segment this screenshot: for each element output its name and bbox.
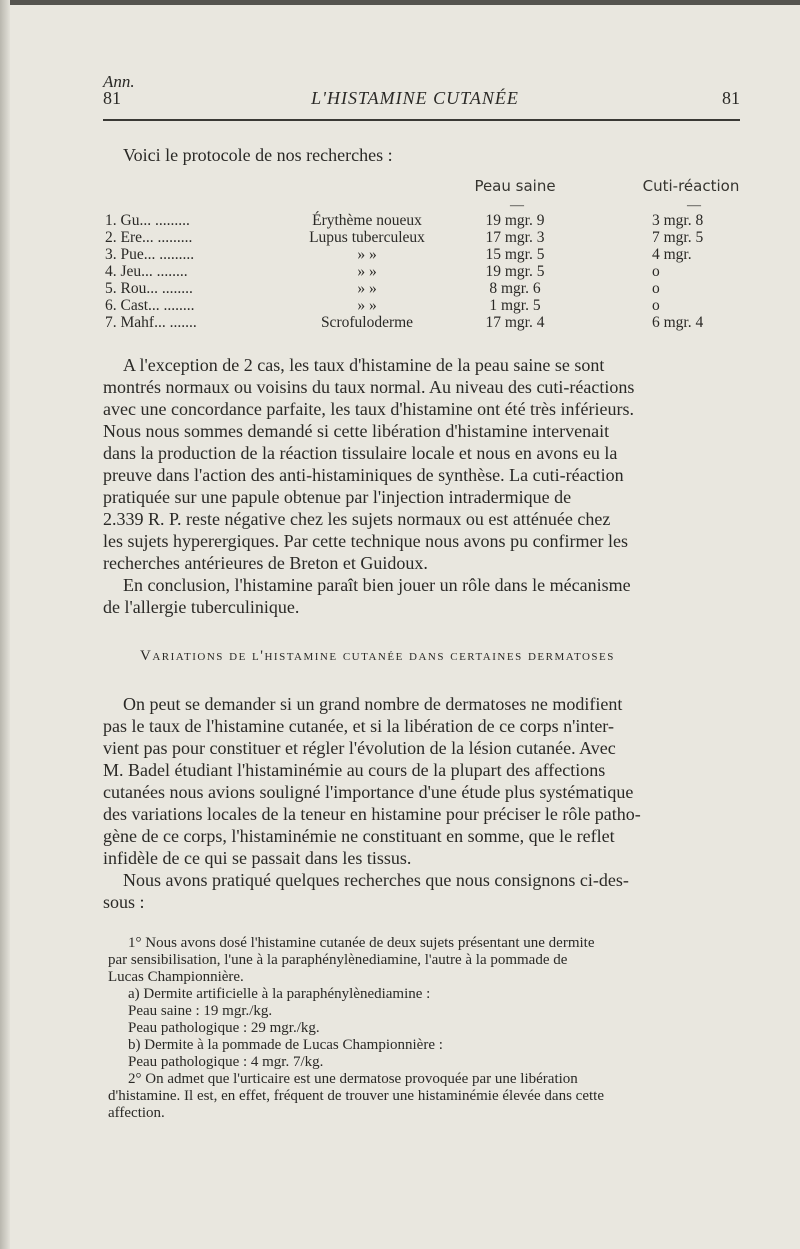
text-line: pas le taux de l'histamine cutanée, et si la libération de ce corps n'inter- bbox=[103, 716, 614, 736]
table-row bbox=[105, 246, 745, 263]
text-line: M. Badel étudiant l'histaminémie au cours de la plupart des affections bbox=[103, 760, 606, 780]
text-line: gène de ce corps, l'histaminémie ne constituant en somme, que le reflet bbox=[103, 826, 615, 846]
text-line: cutanées nous avions souligné l'importance d'une étude plus systématique bbox=[103, 782, 634, 802]
paragraph-dermatoses bbox=[103, 693, 741, 913]
note-line: b) Dermite à la pommade de Lucas Championnière : bbox=[128, 1037, 443, 1053]
patient-name: 5. Rou... ........ bbox=[105, 280, 193, 297]
patient-name: 3. Pue... ......... bbox=[105, 246, 195, 263]
peau-saine-value: 19 mgr. 9 bbox=[485, 212, 545, 229]
text-line: des variations locales de la teneur en histamine pour préciser le rôle patho- bbox=[103, 804, 641, 824]
cuti-reaction-value: o bbox=[652, 263, 660, 280]
column-header-cuti-reaction: Cuti-réaction bbox=[642, 177, 740, 195]
text-line: de l'allergie tuberculinique. bbox=[103, 597, 300, 617]
note-line: d'histamine. Il est, en effet, fréquent de trouver une histaminémie élevée dans cette bbox=[108, 1088, 604, 1104]
text-line: montrés normaux ou voisins du taux normal. Au niveau des cuti-réactions bbox=[103, 377, 635, 397]
text-line: A l'exception de 2 cas, les taux d'histamine de la peau saine se sont bbox=[123, 355, 605, 375]
notes-block bbox=[108, 935, 750, 1122]
table-row bbox=[105, 229, 745, 246]
column-dash: — bbox=[510, 198, 524, 213]
cuti-reaction-value: o bbox=[652, 297, 660, 314]
text-line: On peut se demander si un grand nombre de dermatoses ne modifient bbox=[123, 694, 623, 714]
table-row bbox=[105, 280, 745, 297]
note-line: 1° Nous avons dosé l'histamine cutanée de deux sujets présentant une dermite bbox=[128, 935, 595, 951]
results-table bbox=[105, 212, 745, 331]
text-line: les sujets hyperergiques. Par cette technique nous avons pu confirmer les bbox=[103, 531, 629, 551]
diagnosis: » » bbox=[357, 280, 377, 297]
diagnosis: Érythème noueux bbox=[312, 212, 422, 229]
text-line: Nous avons pratiqué quelques recherches que nous consignons ci-des- bbox=[123, 870, 629, 890]
patient-name: 1. Gu... ......... bbox=[105, 212, 190, 229]
peau-saine-value: 8 mgr. 6 bbox=[489, 280, 541, 297]
text-line: infidèle de ce qui se passait dans les tissus. bbox=[103, 848, 412, 868]
text-line: pratiquée sur une papule obtenue par l'injection intradermique de bbox=[103, 487, 572, 507]
note-line: par sensibilisation, l'une à la paraphénylènediamine, l'autre à la pommade de bbox=[108, 952, 568, 968]
peau-saine-value: 17 mgr. 3 bbox=[485, 229, 545, 246]
patient-name: 2. Ere... ......... bbox=[105, 229, 193, 246]
note-line: Lucas Championnière. bbox=[108, 969, 244, 985]
peau-saine-value: 1 mgr. 5 bbox=[489, 297, 541, 314]
cuti-reaction-value: 6 mgr. 4 bbox=[652, 314, 704, 331]
text-line: En conclusion, l'histamine paraît bien jouer un rôle dans le mécanisme bbox=[123, 575, 631, 595]
patient-name: 7. Mahf... ....... bbox=[105, 314, 197, 331]
scan-left-edge bbox=[0, 0, 10, 1249]
cuti-reaction-value: o bbox=[652, 280, 660, 297]
running-title: L'HISTAMINE CUTANÉE bbox=[311, 88, 519, 108]
note-line: Peau saine : 19 mgr./kg. bbox=[128, 1003, 273, 1019]
column-header-peau-saine: Peau saine bbox=[474, 177, 556, 195]
text-line: 2.339 R. P. reste négative chez les sujets normaux ou est atténuée chez bbox=[103, 509, 611, 529]
peau-saine-value: 19 mgr. 5 bbox=[485, 263, 545, 280]
annotation: Ann. bbox=[103, 72, 135, 91]
intro-text: Voici le protocole de nos recherches : bbox=[123, 145, 393, 165]
patient-name: 4. Jeu... ........ bbox=[105, 263, 188, 280]
text-line: recherches antérieures de Breton et Guidoux. bbox=[103, 553, 428, 573]
diagnosis: Scrofuloderme bbox=[320, 314, 414, 331]
cuti-reaction-value: 4 mgr. bbox=[652, 246, 692, 263]
paragraph-results bbox=[103, 354, 741, 618]
text-line: vient pas pour constituer et régler l'évolution de la lésion cutanée. Avec bbox=[103, 738, 616, 758]
text-line: Nous nous sommes demandé si cette libération d'histamine intervenait bbox=[103, 421, 610, 441]
text-line: sous : bbox=[103, 892, 145, 912]
text-line: dans la production de la réaction tissulaire locale et nous en avons eu la bbox=[103, 443, 618, 463]
diagnosis: » » bbox=[357, 297, 377, 314]
table-row bbox=[105, 297, 745, 314]
table-row bbox=[105, 212, 745, 229]
text-line: preuve dans l'action des anti-histaminiques de synthèse. La cuti-réaction bbox=[103, 465, 624, 485]
scan-top-edge bbox=[0, 0, 800, 5]
note-line: a) Dermite artificielle à la paraphénylènediamine : bbox=[128, 986, 431, 1002]
column-dash: — bbox=[687, 198, 701, 213]
diagnosis: Lupus tuberculeux bbox=[309, 229, 425, 246]
note-line: Peau pathologique : 29 mgr./kg. bbox=[128, 1020, 320, 1036]
header-rule bbox=[103, 119, 740, 121]
note-line: Peau pathologique : 4 mgr. 7/kg. bbox=[128, 1054, 324, 1070]
diagnosis: » » bbox=[357, 263, 377, 280]
peau-saine-value: 15 mgr. 5 bbox=[485, 246, 545, 263]
text-line: avec une concordance parfaite, les taux d'histamine ont été très inférieurs. bbox=[103, 399, 635, 419]
table-row bbox=[105, 314, 745, 331]
table-row bbox=[105, 263, 745, 280]
section-heading: Variations de l'histamine cutanée dans certaines dermatoses bbox=[140, 648, 615, 664]
cuti-reaction-value: 3 mgr. 8 bbox=[652, 212, 704, 229]
note-line: 2° On admet que l'urticaire est une dermatose provoquée par une libération bbox=[128, 1071, 578, 1087]
cuti-reaction-value: 7 mgr. 5 bbox=[652, 229, 704, 246]
page-number-left: 81 bbox=[103, 88, 121, 108]
diagnosis: » » bbox=[357, 246, 377, 263]
peau-saine-value: 17 mgr. 4 bbox=[485, 314, 545, 331]
patient-name: 6. Cast... ........ bbox=[105, 297, 195, 314]
note-line: affection. bbox=[108, 1105, 165, 1121]
page-number-right: 81 bbox=[722, 88, 740, 108]
